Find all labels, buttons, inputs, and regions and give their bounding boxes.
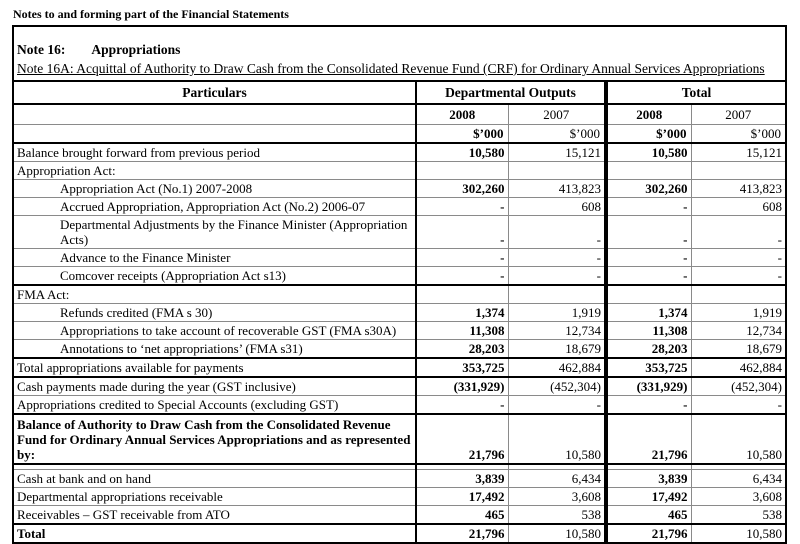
column-header-particulars: Particulars	[14, 81, 416, 104]
value-cell: 3,839	[416, 470, 508, 488]
value-cell: -	[691, 216, 785, 249]
table-row	[14, 524, 785, 542]
value-cell: 15,121	[508, 143, 606, 162]
value-cell: 302,260	[416, 180, 508, 198]
value-cell: 538	[691, 506, 785, 525]
table-units-header-row	[14, 125, 785, 144]
value-cell: -	[416, 198, 508, 216]
value-cell: 10,580	[508, 524, 606, 542]
row-label: Appropriation Act (No.1) 2007-2008	[14, 180, 416, 198]
value-cell: 18,679	[691, 340, 785, 359]
value-cell	[508, 285, 606, 304]
row-label: Refunds credited (FMA s 30)	[14, 304, 416, 322]
value-cell: 10,580	[606, 143, 691, 162]
year-header: 2008	[606, 104, 691, 125]
table-row	[14, 470, 785, 488]
row-label: Comcover receipts (Appropriation Act s13)	[14, 267, 416, 286]
units-header: $’000	[508, 125, 606, 144]
value-cell: 12,734	[508, 322, 606, 340]
value-cell: -	[691, 396, 785, 415]
value-cell: 15,121	[691, 143, 785, 162]
value-cell: 413,823	[508, 180, 606, 198]
value-cell: -	[606, 267, 691, 286]
value-cell: 17,492	[416, 488, 508, 506]
value-cell: -	[508, 216, 606, 249]
row-label: Departmental appropriations receivable	[14, 488, 416, 506]
value-cell: 1,919	[508, 304, 606, 322]
value-cell	[508, 162, 606, 180]
value-cell: 538	[508, 506, 606, 525]
value-cell: -	[606, 216, 691, 249]
note-subtitle: Note 16A: Acquittal of Authority to Draw Cash from the Consolidated Revenue Fund (CRF) for Ordinary Annual Services Appropriations	[17, 61, 765, 76]
table-row	[14, 488, 785, 506]
value-cell	[416, 162, 508, 180]
value-cell: (452,304)	[508, 377, 606, 396]
table-row	[14, 358, 785, 377]
value-cell: 353,725	[606, 358, 691, 377]
row-label: Balance brought forward from previous period	[14, 143, 416, 162]
row-label: FMA Act:	[14, 285, 416, 304]
value-cell: -	[606, 198, 691, 216]
year-header: 2007	[691, 104, 785, 125]
table-row	[14, 396, 785, 415]
column-group-departmental-outputs: Departmental Outputs	[416, 81, 606, 104]
value-cell: 1,374	[606, 304, 691, 322]
value-cell: 3,839	[606, 470, 691, 488]
column-group-total: Total	[606, 81, 785, 104]
value-cell	[606, 285, 691, 304]
table-row	[14, 180, 785, 198]
value-cell: -	[691, 267, 785, 286]
units-header: $’000	[606, 125, 691, 144]
table-row	[14, 340, 785, 359]
value-cell: 10,580	[508, 414, 606, 464]
row-label: Cash payments made during the year (GST inclusive)	[14, 377, 416, 396]
value-cell: -	[416, 267, 508, 286]
value-cell: 12,734	[691, 322, 785, 340]
row-label: Accrued Appropriation, Appropriation Act (No.2) 2006-07	[14, 198, 416, 216]
value-cell: 21,796	[606, 414, 691, 464]
value-cell: -	[416, 216, 508, 249]
value-cell	[606, 162, 691, 180]
row-label: Total appropriations available for payments	[14, 358, 416, 377]
value-cell: 18,679	[508, 340, 606, 359]
units-header: $’000	[691, 125, 785, 144]
value-cell: -	[416, 396, 508, 415]
table-row	[14, 322, 785, 340]
value-cell: 462,884	[508, 358, 606, 377]
value-cell: -	[508, 396, 606, 415]
value-cell: (452,304)	[691, 377, 785, 396]
row-label: Advance to the Finance Minister	[14, 249, 416, 267]
appropriations-table	[14, 80, 785, 542]
table-row	[14, 198, 785, 216]
value-cell: 608	[508, 198, 606, 216]
value-cell: 10,580	[691, 414, 785, 464]
empty-cell	[14, 104, 416, 125]
note-heading	[14, 42, 785, 58]
value-cell	[691, 285, 785, 304]
value-cell: 462,884	[691, 358, 785, 377]
value-cell: (331,929)	[416, 377, 508, 396]
note-number: Note 16:	[17, 42, 66, 57]
row-label: Appropriations credited to Special Accounts (excluding GST)	[14, 396, 416, 415]
value-cell: 465	[416, 506, 508, 525]
row-label: Cash at bank and on hand	[14, 470, 416, 488]
value-cell: 353,725	[416, 358, 508, 377]
table-row	[14, 285, 785, 304]
empty-cell	[14, 125, 416, 144]
row-label: Total	[14, 524, 416, 542]
units-header: $’000	[416, 125, 508, 144]
value-cell: 3,608	[691, 488, 785, 506]
table-row	[14, 377, 785, 396]
note-box	[12, 25, 787, 544]
value-cell: 28,203	[606, 340, 691, 359]
table-row	[14, 162, 785, 180]
row-label: Balance of Authority to Draw Cash from the Consolidated Revenue Fund for Ordinary Annual Services Appropriations and as represented by:	[14, 414, 416, 464]
value-cell: 21,796	[416, 414, 508, 464]
value-cell: -	[691, 249, 785, 267]
table-group-header-row	[14, 81, 785, 104]
value-cell: 1,919	[691, 304, 785, 322]
table-row	[14, 216, 785, 249]
table-row	[14, 506, 785, 525]
value-cell: 3,608	[508, 488, 606, 506]
value-cell: -	[508, 249, 606, 267]
table-year-header-row	[14, 104, 785, 125]
value-cell: -	[508, 267, 606, 286]
value-cell: 11,308	[416, 322, 508, 340]
row-label: Appropriation Act:	[14, 162, 416, 180]
note-title: Appropriations	[91, 42, 181, 57]
value-cell: 10,580	[416, 143, 508, 162]
value-cell: 11,308	[606, 322, 691, 340]
value-cell: 28,203	[416, 340, 508, 359]
value-cell: 21,796	[606, 524, 691, 542]
value-cell: 465	[606, 506, 691, 525]
value-cell: 302,260	[606, 180, 691, 198]
row-label: Receivables – GST receivable from ATO	[14, 506, 416, 525]
value-cell: 413,823	[691, 180, 785, 198]
value-cell: 6,434	[691, 470, 785, 488]
row-label: Annotations to ‘net appropriations’ (FMA s31)	[14, 340, 416, 359]
year-header: 2007	[508, 104, 606, 125]
value-cell: -	[416, 249, 508, 267]
value-cell: 21,796	[416, 524, 508, 542]
document-title: Notes to and forming part of the Financial Statements	[13, 7, 289, 21]
table-row	[14, 414, 785, 464]
value-cell: 10,580	[691, 524, 785, 542]
value-cell: 608	[691, 198, 785, 216]
value-cell: 6,434	[508, 470, 606, 488]
value-cell	[691, 162, 785, 180]
value-cell: 1,374	[416, 304, 508, 322]
table-row	[14, 143, 785, 162]
table-body	[14, 143, 785, 542]
value-cell: -	[606, 249, 691, 267]
year-header: 2008	[416, 104, 508, 125]
table-row	[14, 267, 785, 286]
row-label: Departmental Adjustments by the Finance Minister (Appropriation Acts)	[14, 216, 416, 249]
table-row	[14, 304, 785, 322]
row-label: Appropriations to take account of recoverable GST (FMA s30A)	[14, 322, 416, 340]
value-cell	[416, 285, 508, 304]
value-cell: (331,929)	[606, 377, 691, 396]
value-cell: 17,492	[606, 488, 691, 506]
table-row	[14, 249, 785, 267]
value-cell: -	[606, 396, 691, 415]
